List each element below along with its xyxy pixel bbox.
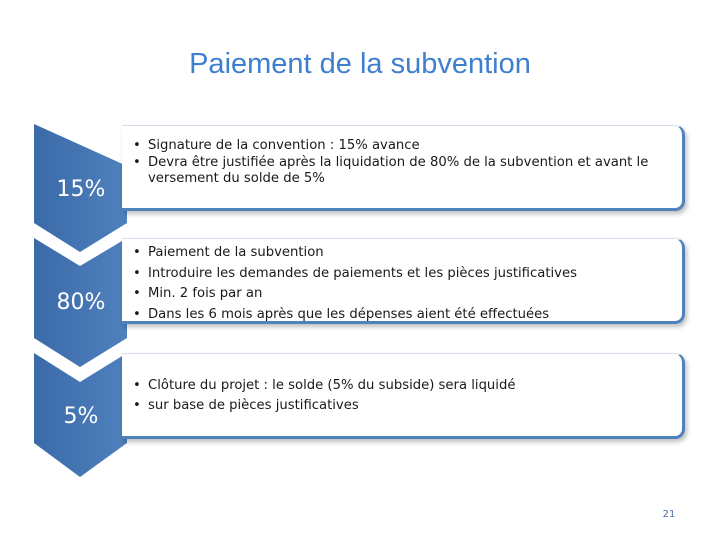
- step-label-2: 80%: [56, 290, 106, 315]
- step-1-bullet-1: • Signature de la convention : 15% avance: [130, 138, 674, 155]
- step-label-1: 15%: [56, 177, 106, 202]
- step-box-3: [122, 353, 685, 439]
- page-number: 21: [662, 509, 676, 520]
- step-1-bullet-2: • Devra être justifiée après la liquidation de 80% de la subvention et avant le versement du solde de 5%: [130, 155, 674, 188]
- step-label-3: 5%: [63, 404, 99, 429]
- step-2-bullet-2: • Introduire les demandes de paiements et les pièces justificatives: [130, 264, 674, 285]
- step-3-bullet-1: • Clôture du projet : le solde (5% du subside) sera liquidé: [130, 376, 674, 396]
- step-3-bullet-2: • sur base de pièces justificatives: [130, 396, 674, 416]
- slide-title: Paiement de la subvention: [189, 48, 531, 80]
- step-2-bullet-1: • Paiement de la subvention: [130, 243, 674, 264]
- step-box-2: [122, 238, 685, 324]
- step-2-bullet-3: • Min. 2 fois par an: [130, 284, 674, 305]
- step-box-1: [122, 125, 685, 211]
- step-2-bullet-4: • Dans les 6 mois après que les dépenses aient été effectuées: [130, 305, 674, 326]
